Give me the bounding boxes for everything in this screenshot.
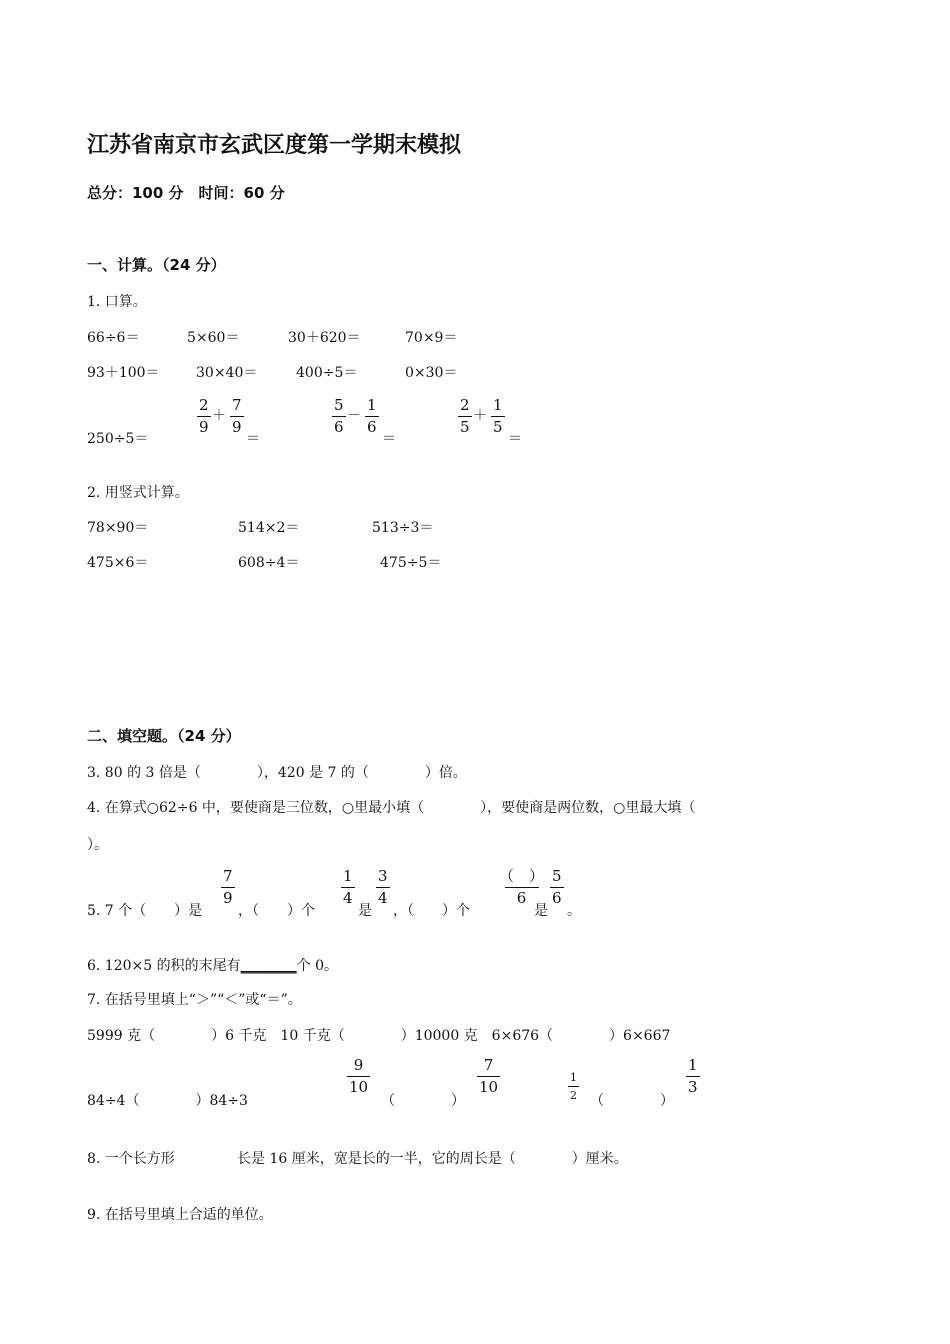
fraction: $\frac{1}{2}$: [570, 1071, 577, 1102]
page-title: 江苏省南京市玄武区度第一学期末模拟: [87, 133, 462, 158]
q2-item: 475÷5＝: [380, 555, 442, 571]
section1-heading: 一、计算。（24 分）: [87, 256, 226, 274]
compare-paren[interactable]: （ ）: [590, 1093, 674, 1109]
q7-row2: 84÷4（ ）84÷3: [87, 1093, 248, 1109]
fraction: $\frac{7}{10}$: [479, 1056, 499, 1096]
q1-item: 66÷6＝: [87, 330, 140, 346]
fraction: $\frac{2}{9}$: [199, 396, 209, 436]
operator: ＋: [473, 408, 487, 424]
q1-item: 93＋100＝: [87, 365, 160, 381]
fraction: $\frac{7}{9}$: [232, 396, 242, 436]
q8-text: 8. 一个长方形: [87, 1151, 175, 1167]
q5-text: 5. 7 个（ ）是: [87, 903, 203, 919]
fraction: $\frac{2}{5}$: [460, 396, 470, 436]
fraction: $\frac{1}{4}$: [343, 867, 353, 907]
fraction: $\frac{1}{5}$: [493, 396, 503, 436]
q4-text: 4. 在算式○62÷6 中，要使商是三位数，○里最小填（ ），要使商是两位数，○里最大填（: [87, 800, 696, 816]
fraction: $\frac{1}{6}$: [367, 396, 377, 436]
equals-sign: ＝: [382, 431, 396, 447]
q6-text: 6. 120×5 的积的末尾有________个 0。: [87, 958, 338, 974]
equals-sign: ＝: [246, 431, 260, 447]
q1-item: 0×30＝: [405, 365, 458, 381]
fraction: $\frac{5}{6}$: [334, 396, 344, 436]
q1-item: 70×9＝: [405, 330, 458, 346]
exam-meta: 总分：100 分 时间：60 分: [87, 184, 285, 202]
q1-item: 30＋620＝: [288, 330, 361, 346]
q7-label: 7. 在括号里填上“＞”“＜”或“＝”。: [87, 992, 302, 1008]
fraction: $\frac{3}{4}$: [378, 867, 388, 907]
q2-label: 2. 用竖式计算。: [87, 485, 189, 501]
q3-text: 3. 80 的 3 倍是（ ），420 是 7 的（ ）倍。: [87, 765, 467, 781]
q5-text: 。: [567, 903, 581, 919]
fraction: （ ） 6: [499, 867, 545, 907]
q4-text-end: ）。: [87, 837, 108, 853]
fraction: $\frac{7}{9}$: [223, 867, 233, 907]
q1-label: 1. 口算。: [87, 294, 147, 310]
fraction: $\frac{5}{6}$: [552, 867, 562, 907]
fraction: $\frac{9}{10}$: [349, 1056, 369, 1096]
q9-text: 9. 在括号里填上合适的单位。: [87, 1207, 273, 1223]
q2-item: 608÷4＝: [238, 555, 300, 571]
q2-item: 78×90＝: [87, 520, 149, 536]
q1-item: 30×40＝: [196, 365, 258, 381]
q5-text: ，（ ）个: [393, 903, 470, 919]
q1-item: 400÷5＝: [296, 365, 358, 381]
q6-blank[interactable]: ________: [240, 958, 297, 974]
q1-item: 250÷5＝: [87, 431, 149, 447]
section2-heading: 二、填空题。（24 分）: [87, 727, 241, 745]
q7-row1: 5999 克（ ）6 千克 10 千克（ ）10000 克 6×676（ ）6×667: [87, 1028, 671, 1044]
operator: －: [347, 408, 361, 424]
q2-item: 475×6＝: [87, 555, 149, 571]
equals-sign: ＝: [508, 431, 522, 447]
fraction: $\frac{1}{3}$: [688, 1056, 698, 1096]
q5-text: 是: [534, 903, 548, 919]
q5-text: 是: [358, 903, 372, 919]
q5-text: ，（ ）个: [238, 903, 315, 919]
compare-paren[interactable]: （ ）: [381, 1093, 465, 1109]
q8-text: 长是 16 厘米，宽是长的一半，它的周长是（ ）厘米。: [237, 1151, 628, 1167]
q2-item: 513÷3＝: [372, 520, 434, 536]
q1-item: 5×60＝: [187, 330, 240, 346]
q2-item: 514×2＝: [238, 520, 300, 536]
operator: ＋: [212, 408, 226, 424]
